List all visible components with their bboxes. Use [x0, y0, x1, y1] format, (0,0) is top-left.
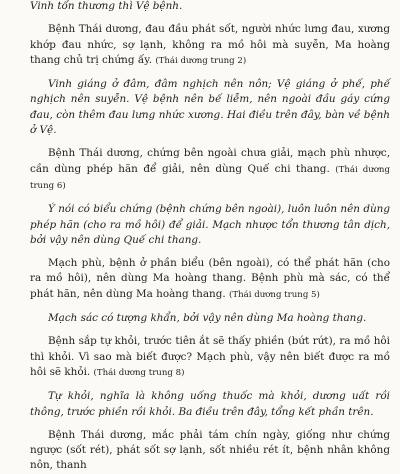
paragraph-text: Bệnh Thái dương, đau đầu phát sốt, người nhức lưng đau, xương khớp đau nhức, sợ lạnh, không ra mồ hôi mà suyễn, Ma hoàng thang chủ trị chứng ấy. — [30, 23, 390, 66]
clause-reference: (Thái dương trung 2) — [155, 55, 247, 66]
paragraph-clause-4 — [30, 334, 390, 381]
paragraph-commentary-1 — [30, 0, 390, 14]
page-body — [30, 0, 390, 474]
paragraph-clause-3 — [30, 256, 390, 303]
clause-reference: (Thái dương trung 6) — [30, 164, 390, 191]
paragraph-commentary-3 — [30, 202, 390, 248]
paragraph-clause-5 — [30, 428, 390, 474]
paragraph-text: Mạch sác có tượng khẩn, bởi vậy nên dùng Ma hoàng thang. — [48, 312, 367, 325]
paragraph-text: Bệnh Thái dương, chứng bên ngoài chưa giải, mạch phù nhược, cần dùng phép hãn để giải, nên dùng Quế chi thang. — [30, 147, 390, 175]
paragraph-commentary-4 — [30, 311, 390, 326]
paragraph-commentary-5 — [30, 389, 390, 420]
paragraph-text: Mạch phù, bệnh ở phần biểu (bên ngoài), có thể phát hãn (cho ra mồ hôi), nên dùng Ma hoàng thang. Bệnh phù mà sác, có thể phát hãn, nên dùng Ma hoàng thang. — [30, 257, 390, 300]
paragraph-text: Vinh giáng ở đâm, đâm nghịch nên nôn; Vệ giáng ở phế, phế nghịch nên suyễn. Vệ bệnh nên bế liễm, nên ngoài đầu gáy cứng đau, còn thêm đau lưng nhức xương. Hai điều trên đây, bàn về bệnh ở Vệ. — [30, 78, 390, 137]
paragraph-text: Ý nói có biểu chứng (bệnh chứng bên ngoài), luôn luôn nên dùng phép hãn (cho ra mồ hôi) để giải. Mạch nhược tổn thương tân dịch, bởi vậy nên dùng Quế chi thang. — [30, 203, 390, 246]
paragraph-clause-2 — [30, 146, 390, 194]
paragraph-clause-1 — [30, 22, 390, 69]
paragraph-text: Bệnh Thái dương, mắc phải tám chín ngày, giống như chứng ngược (sốt rét), phát sốt sợ lạnh, sốt nhiều rét ít, bệnh nhân không nôn, thanh — [30, 428, 390, 472]
paragraph-commentary-2 — [30, 77, 390, 138]
paragraph-text: Tự khỏi, nghĩa là không uống thuốc mà khỏi, dương uất rồi thông, trước phiền rồi khỏi. Ba điều trên đây, tổng kết phần trên. — [30, 390, 390, 418]
clause-reference: (Thái dương trung 5) — [228, 289, 320, 300]
paragraph-text: Bệnh sắp tự khỏi, trước tiên ắt sẽ thấy phiền (bứt rứt), ra mồ hôi thì khỏi. Vì sao mà biết được? Mạch phù, vậy nên biết được ra mồ hôi sẽ khỏi. — [30, 335, 390, 378]
paragraph-text: Vinh tổn thương thì Vệ bệnh. — [30, 0, 183, 12]
clause-reference: (Thái dương trung 8) — [93, 367, 185, 378]
